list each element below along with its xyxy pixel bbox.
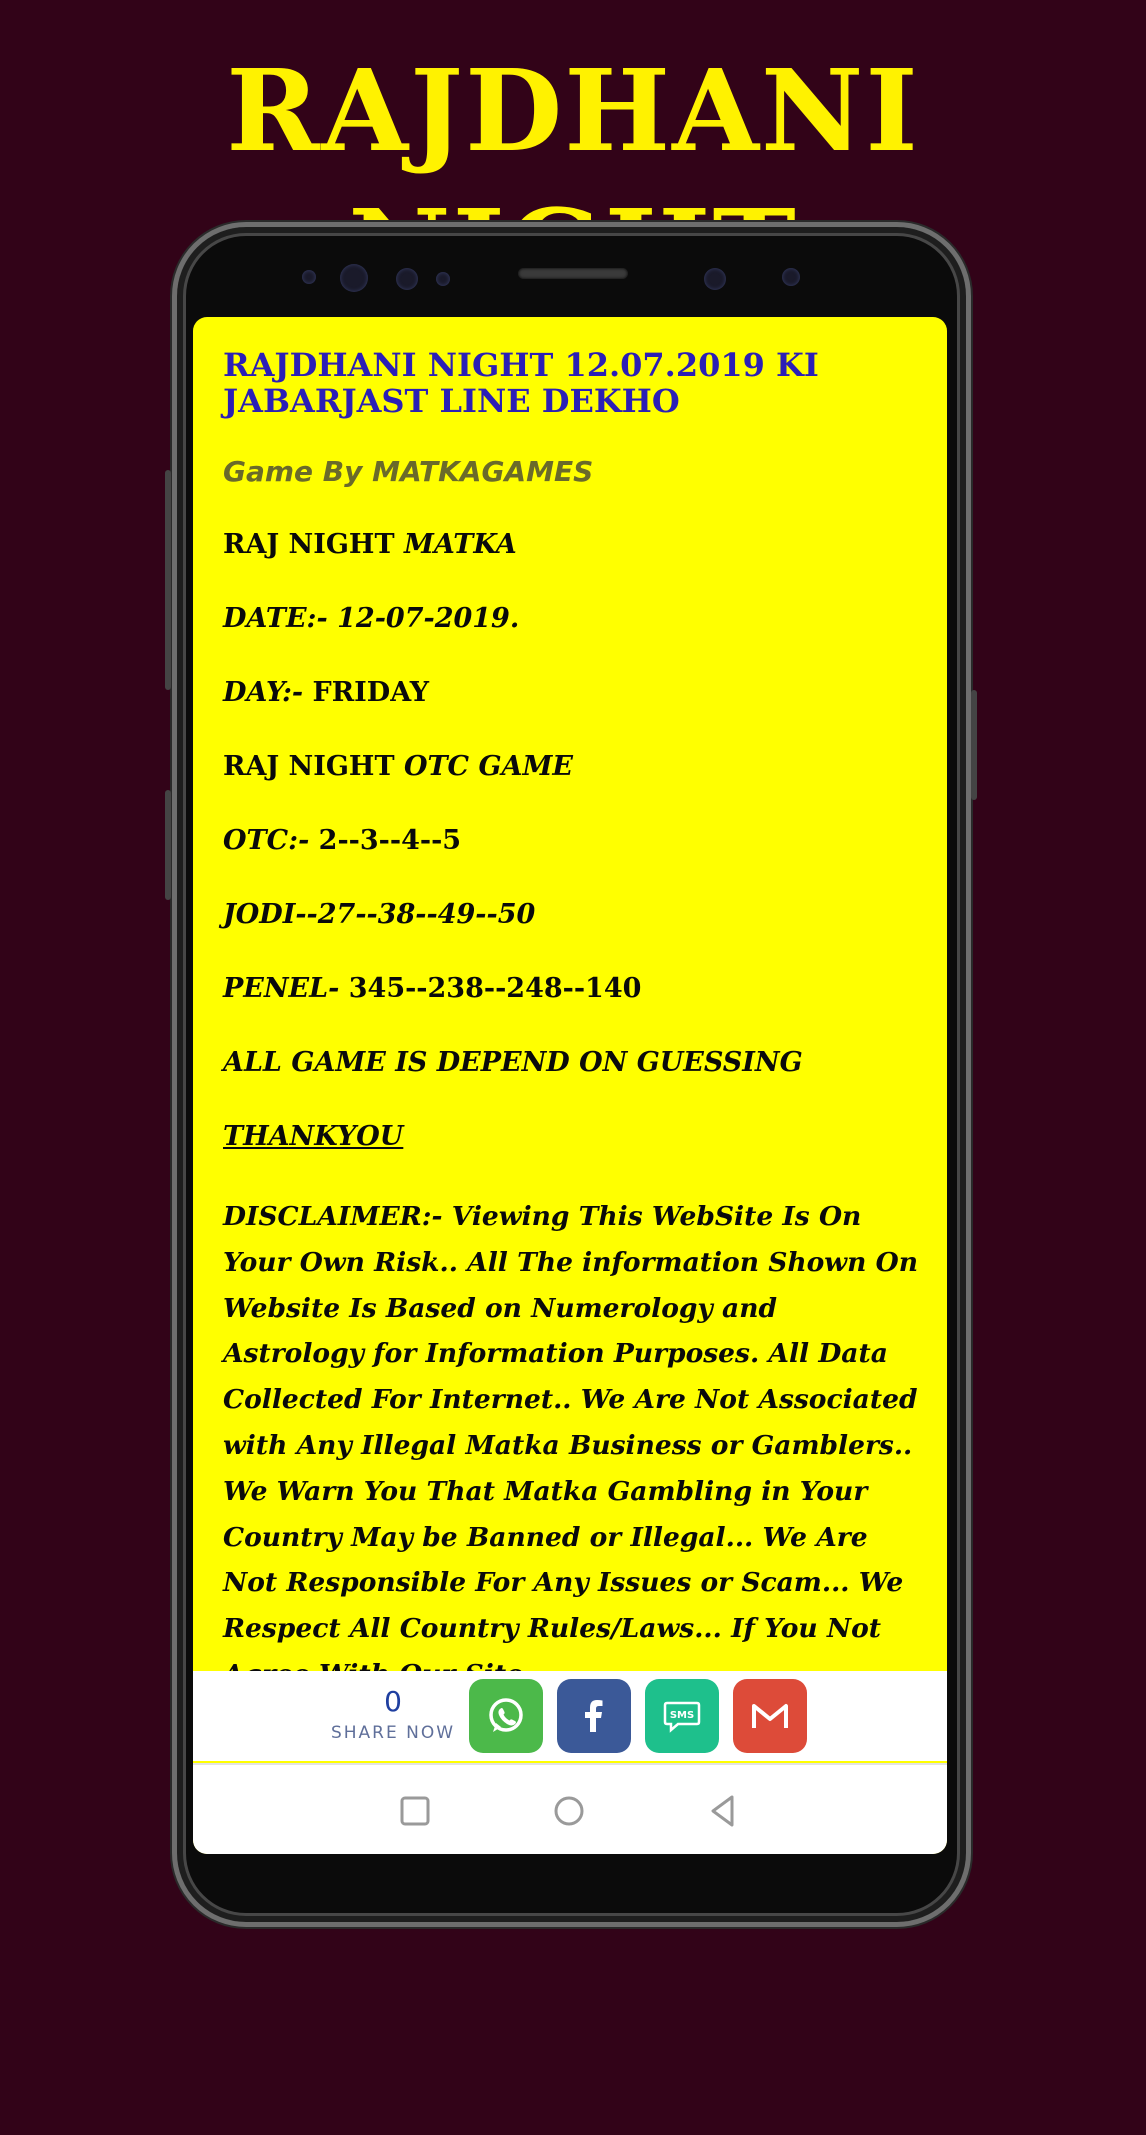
thankyou-line: THANKYOU <box>223 1121 404 1152</box>
square-icon <box>400 1796 430 1826</box>
facebook-share-button[interactable] <box>557 1679 631 1753</box>
jodi-line: JODI--27--38--49--50 <box>223 899 536 930</box>
gmail-icon <box>748 1694 792 1738</box>
recents-button[interactable] <box>395 1791 435 1831</box>
phone-sensor <box>704 268 726 290</box>
phone-power-button <box>971 690 977 800</box>
phone-screen <box>193 317 947 1854</box>
home-button[interactable] <box>549 1791 589 1831</box>
triangle-back-icon <box>708 1794 738 1828</box>
phone-sensor <box>302 270 316 284</box>
phone-side-button <box>165 470 171 690</box>
svg-text:SMS: SMS <box>669 1710 695 1721</box>
phone-sensor <box>396 268 418 290</box>
phone-sensor <box>782 268 800 286</box>
phone-side-button <box>165 790 171 900</box>
banner-title: RAJDHANI <box>226 46 920 177</box>
raj-night-matka-line: RAJ NIGHT MATKA <box>223 529 517 560</box>
back-button[interactable] <box>703 1791 743 1831</box>
front-camera-icon <box>340 264 368 292</box>
penel-line: PENEL- 345--238--248--140 <box>223 973 642 1004</box>
otc-game-line: RAJ NIGHT OTC GAME <box>223 751 573 782</box>
otc-line: OTC:- 2--3--4--5 <box>223 825 462 856</box>
phone-sensor <box>436 272 450 286</box>
whatsapp-icon <box>484 1694 528 1738</box>
sms-share-button[interactable] <box>645 1679 719 1753</box>
day-line: DAY:- FRIDAY <box>223 677 430 708</box>
date-line: DATE:- 12-07-2019. <box>223 603 520 634</box>
whatsapp-share-button[interactable] <box>469 1679 543 1753</box>
share-now-label[interactable]: SHARE NOW <box>330 1723 456 1743</box>
disclaimer-text: DISCLAIMER:- Viewing This WebSite Is On Your Own Risk.. All The information Shown On Website Is Based on Numerology and Astrology for Information Purposes. All Data Collected For Internet.. We Are Not Associated with Any Illegal Matka Business or Gamblers.. We Warn You That Matka Gambling in Your Country May be Banned or Illegal... We Are Not Responsible For Any Issues or Scam... We Respect All Country Rules/Laws... If You Not <box>223 1201 918 1645</box>
phone-speaker <box>518 268 628 279</box>
sms-icon <box>660 1694 704 1738</box>
gmail-share-button[interactable] <box>733 1679 807 1753</box>
circle-icon <box>552 1794 586 1828</box>
post-byline: Game By MATKAGAMES <box>223 455 594 488</box>
post-content <box>223 347 923 1698</box>
guessing-line: ALL GAME IS DEPEND ON GUESSING <box>223 1047 803 1078</box>
post-title: RAJDHANI NIGHT 12.07.2019 KI JABARJAST LINE DEKHO <box>223 346 819 420</box>
share-count: 0 <box>384 1685 402 1718</box>
facebook-icon <box>572 1694 616 1738</box>
share-bar <box>193 1671 947 1761</box>
android-nav-bar <box>193 1763 947 1854</box>
